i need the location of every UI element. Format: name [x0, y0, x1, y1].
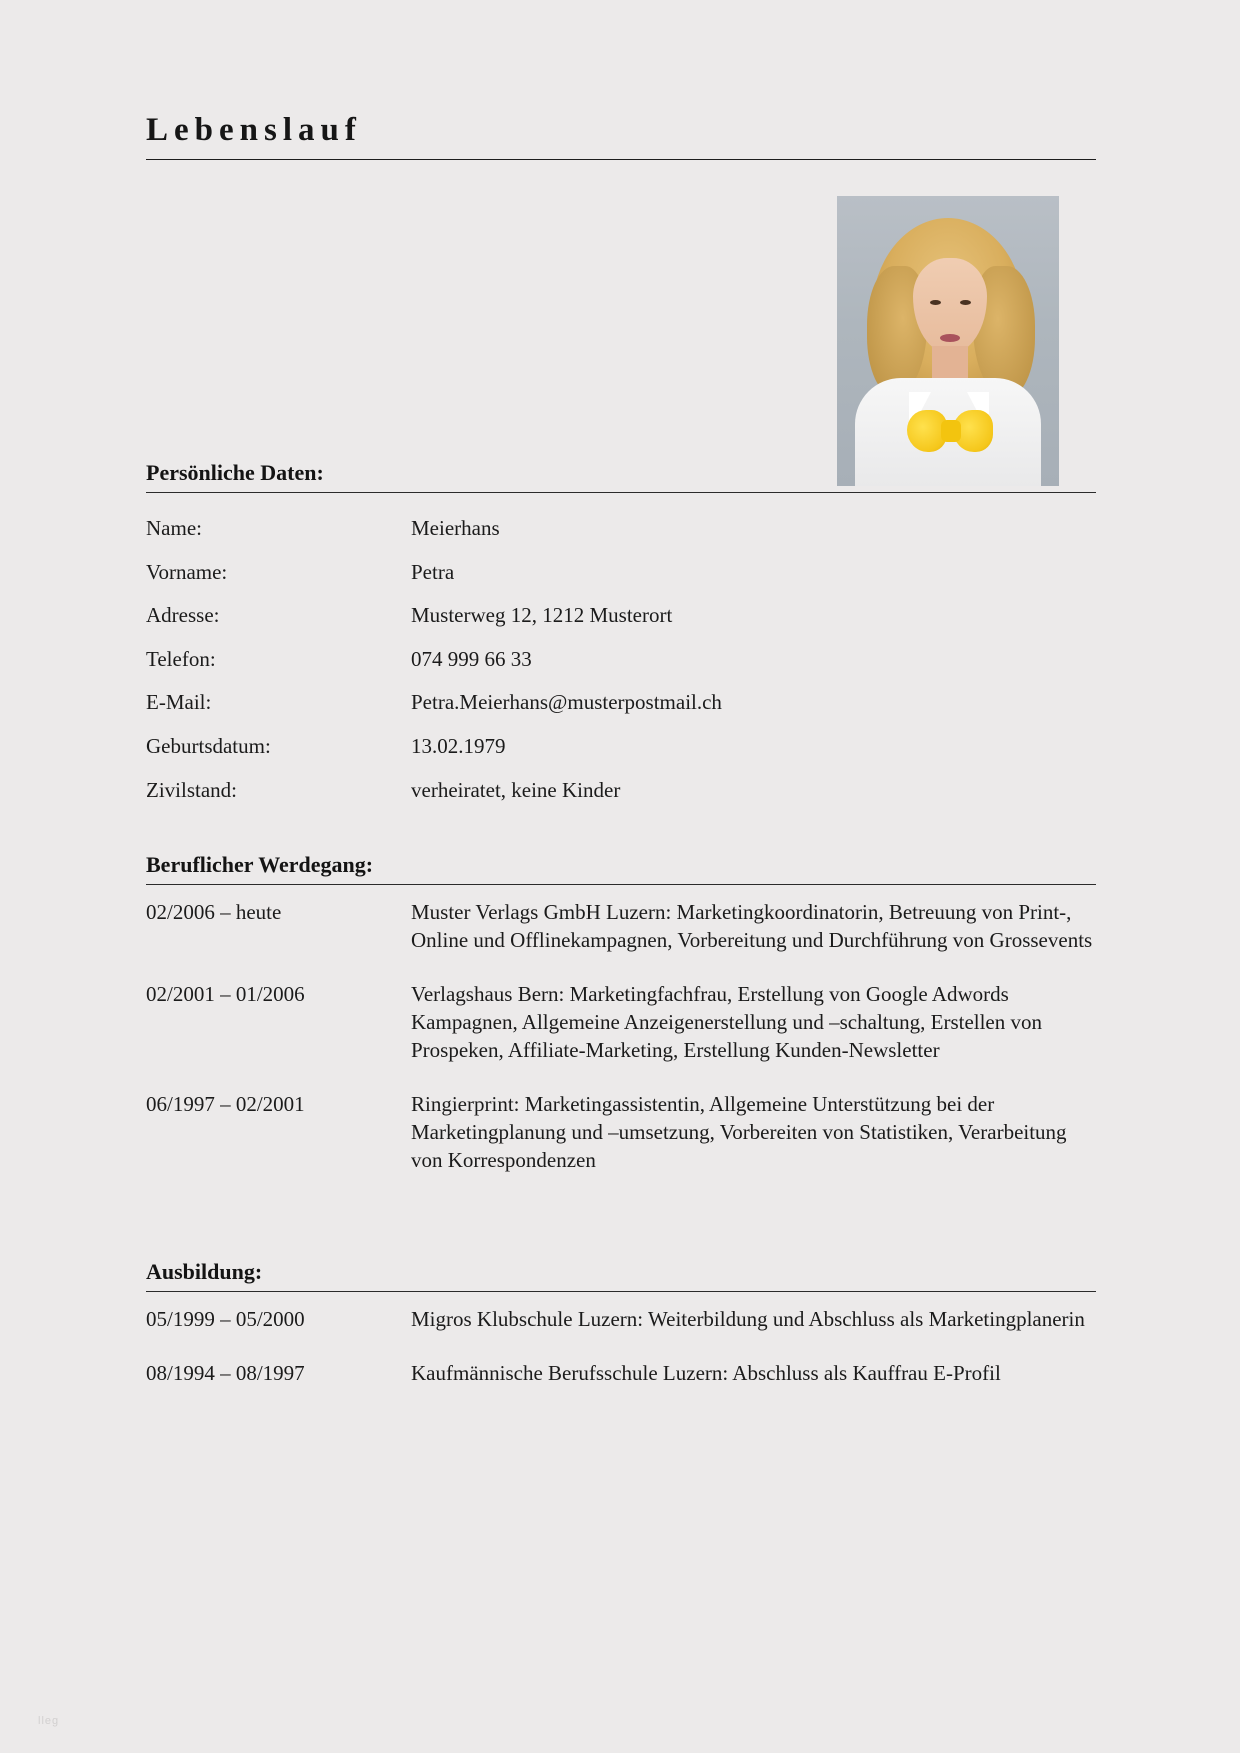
entry-description: Migros Klubschule Luzern: Weiterbildung und Abschluss als Marketingplanerin	[411, 1306, 1085, 1331]
row-value: Petra.Meierhans@musterpostmail.ch	[411, 690, 722, 715]
table-row	[146, 1091, 1096, 1201]
page-title: Lebenslauf	[146, 112, 362, 148]
row-label: Vorname:	[146, 559, 228, 584]
photo-bowtie-knot-shape	[941, 420, 961, 442]
row-label: E-Mail:	[146, 690, 212, 715]
photo-eye-right-shape	[960, 300, 971, 305]
row-label: Zivilstand:	[146, 777, 237, 802]
row-value: 074 999 66 33	[411, 646, 532, 671]
table-row	[146, 1360, 1096, 1414]
section-divider-education	[146, 1291, 1096, 1292]
table-row	[146, 1306, 1096, 1360]
table-row	[146, 638, 1096, 682]
photo-area	[146, 160, 1096, 460]
table-row	[146, 899, 1096, 981]
table-row	[146, 981, 1096, 1091]
entry-description: Kaufmännische Berufsschule Luzern: Abschluss als Kauffrau E-Profil	[411, 1360, 1001, 1385]
photo-lips-shape	[940, 334, 960, 342]
row-label: Adresse:	[146, 603, 220, 628]
table-row	[146, 769, 1096, 813]
entry-period: 06/1997 – 02/2001	[146, 1091, 305, 1116]
entry-description: Verlagshaus Bern: Marketingfachfrau, Erstellung von Google Adwords Kampagnen, Allgemeine Anzeigenerstellung und –schaltung, Erstellen von Prospeken, Affiliate-Marketing, Erstellung Kunden-Newsletter	[411, 982, 1043, 1062]
entry-description: Ringierprint: Marketingassistentin, Allgemeine Unterstützung bei der Marketingplanung und –umsetzung, Vorbereiten von Statistiken, Verarbeitung von Korrespondenzen	[411, 1091, 1067, 1172]
education-table	[146, 1306, 1096, 1414]
row-label: Name:	[146, 516, 202, 540]
section-heading-career: Beruflicher Werdegang:	[146, 852, 374, 878]
row-value: 13.02.1979	[411, 734, 506, 759]
row-value: verheiratet, keine Kinder	[411, 777, 621, 802]
row-value: Musterweg 12, 1212 Musterort	[411, 603, 673, 628]
table-row	[146, 551, 1096, 595]
section-divider-career	[146, 884, 1096, 885]
spacer	[146, 812, 1096, 852]
table-row	[146, 681, 1096, 725]
career-table	[146, 899, 1096, 1200]
row-value: Meierhans	[411, 516, 500, 540]
section-heading-personal: Persönliche Daten:	[146, 460, 324, 485]
table-row	[146, 507, 1096, 551]
photo-eye-left-shape	[930, 300, 941, 305]
entry-period: 08/1994 – 08/1997	[146, 1360, 305, 1385]
spacer	[146, 1201, 1096, 1259]
table-row	[146, 725, 1096, 769]
section-heading-education: Ausbildung:	[146, 1258, 263, 1284]
entry-period: 02/2001 – 01/2006	[146, 982, 305, 1007]
entry-description: Muster Verlags GmbH Luzern: Marketingkoordinatorin, Betreuung von Print-, Online und Offlinekampagnen, Vorbereitung und Durchführung von Grossevents	[411, 900, 1093, 953]
row-label: Telefon:	[146, 646, 216, 671]
row-value: Petra	[411, 559, 455, 584]
table-row	[146, 594, 1096, 638]
entry-period: 02/2006 – heute	[146, 900, 282, 925]
document-content	[146, 112, 1096, 1413]
entry-period: 05/1999 – 05/2000	[146, 1306, 305, 1331]
watermark-text: lleg	[38, 1715, 60, 1727]
portrait-photo	[837, 196, 1059, 486]
row-label: Geburtsdatum:	[146, 734, 271, 759]
section-divider-personal	[146, 492, 1096, 493]
personal-data-table	[146, 507, 1096, 812]
